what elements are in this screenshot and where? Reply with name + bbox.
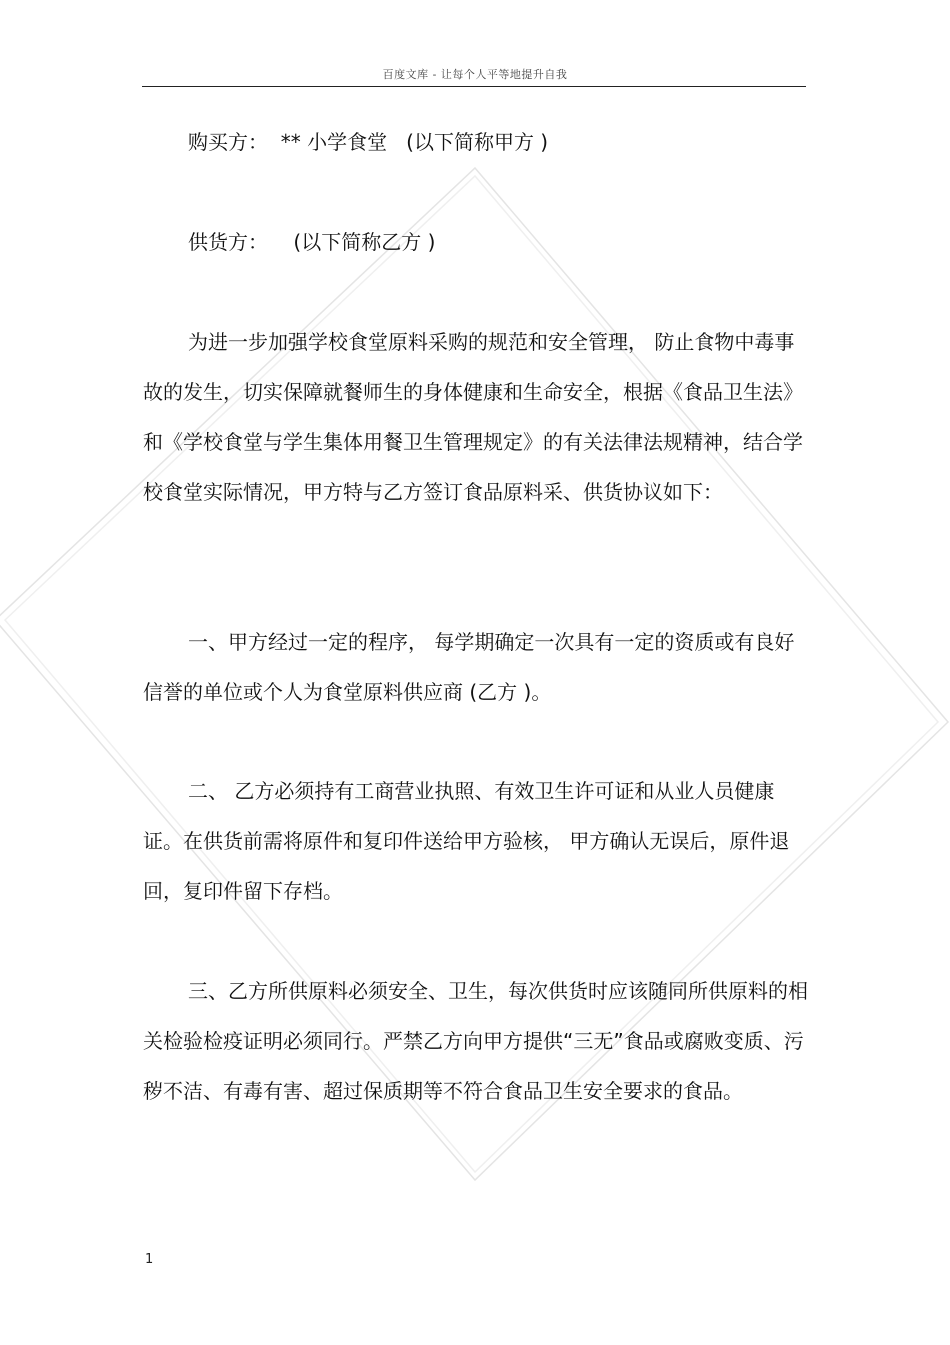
clause-3-paragraph: 三、乙方所供原料必须安全、卫生，每次供货时应该随同所供原料的相关检验检疫证明必须同行。严禁乙方向甲方提供“三无”食品或腐败变质、污秽不洁、有毒有害、超过保质期等不符合食品卫生安全要求的食品。 [143,979,808,1103]
clause-2-paragraph: 二、 乙方必须持有工商营业执照、有效卫生许可证和从业人员健康证。在供货前需将原件和复印件送给甲方验核， 甲方确认无误后，原件退回，复印件留下存档。 [143,779,790,903]
page-header: 百度文库 - 让每个人平等地提升自我 [382,68,568,81]
page-number: 1 [145,1252,154,1267]
header-divider [142,86,806,87]
supplier-line: 供货方： (以下简称乙方 ) [188,230,436,254]
buyer-line: 购买方： ** 小学食堂 (以下简称甲方 ) [188,130,549,154]
intro-paragraph: 为进一步加强学校食堂原料采购的规范和安全管理， 防止食物中毒事故的发生，切实保障就餐师生的身体健康和生命安全，根据《食品卫生法》和《学校食堂与学生集体用餐卫生管理规定》的有关法律法规精神，结合学校食堂实际情况，甲方特与乙方签订食品原料采、供货协议如下： [143,330,803,504]
clause-1-paragraph: 一、甲方经过一定的程序， 每学期确定一次具有一定的资质或有良好信誉的单位或个人为食堂原料供应商 (乙方 )。 [143,630,795,704]
